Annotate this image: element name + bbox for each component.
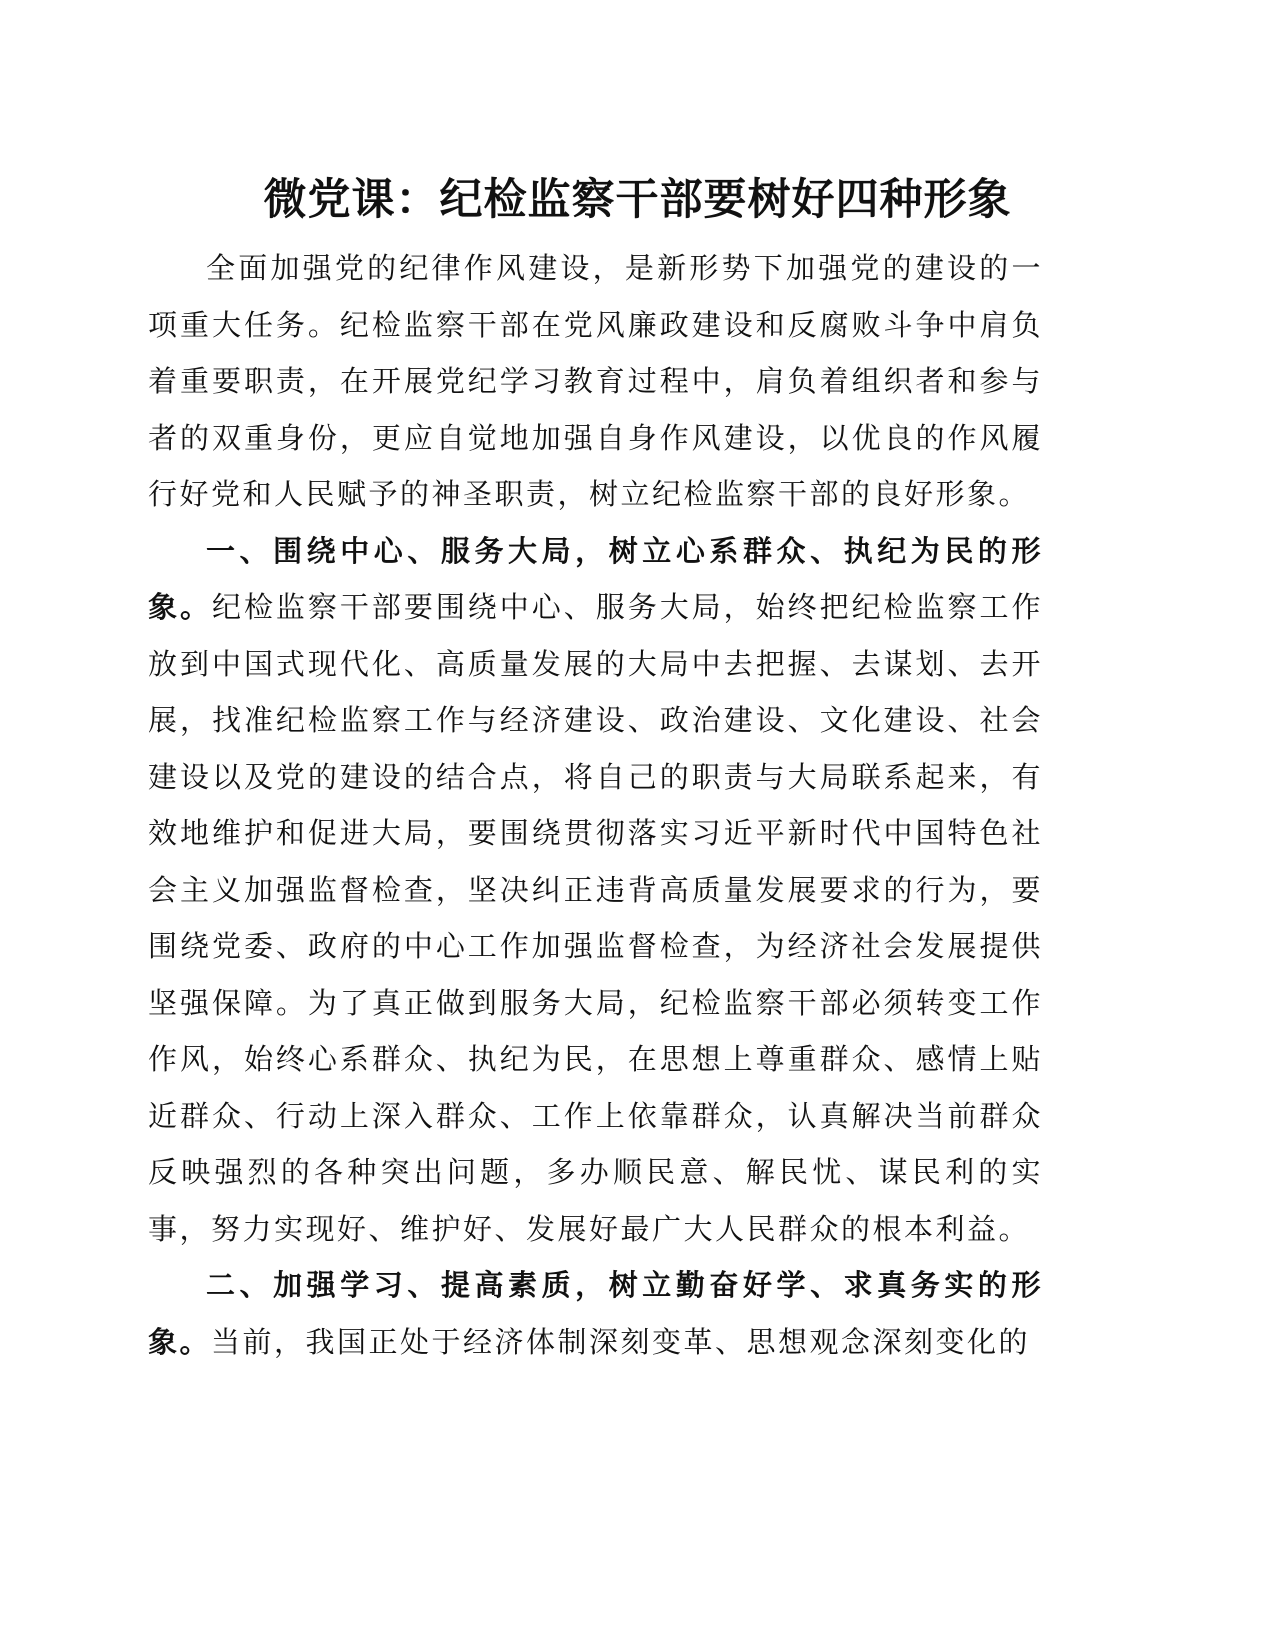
section-2-body: 当前，我国正处于经济体制深刻变革、思想观念深刻变化的 [211,1324,1031,1359]
document-body [148,240,1043,1370]
section-1-heading: 一、围绕中心、服务大局，树立心系群众、执纪为民的形象。 [148,533,1043,624]
section-1-paragraph [148,523,1043,1258]
intro-paragraph: 全面加强党的纪律作风建设，是新形势下加强党的建设的一项重大任务。纪检监察干部在党风廉政建设和反腐败斗争中肩负着重要职责，在开展党纪学习教育过程中，肩负着组织者和参与者的双重身份，更应自觉地加强自身作风建设，以优良的作风履行好党和人民赋予的神圣职责，树立纪检监察干部的良好形象。 [148,251,1043,511]
section-2-paragraph [148,1257,1043,1370]
document-title: 微党课：纪检监察干部要树好四种形象 [263,175,1012,225]
section-2-heading: 二、加强学习、提高素质，树立勤奋好学、求真务实的形象。 [148,1268,1043,1359]
section-1-body: 纪检监察干部要围绕中心、服务大局，始终把纪检监察工作放到中国式现代化、高质量发展的大局中去把握、去谋划、去开展，找准纪检监察工作与经济建设、政治建设、文化建设、社会建设以及党的建设的结合点，将自己的职责与大局联系起来，有效地维护和促进大局，要围绕贯彻落实习近平新时代中国特色社会主义加强监督检查，坚决纠正违背高质量发展要求的行为，要围绕党委、政府的中心工作加强监督检查，为经济社会发展提供坚强保障。为了真正做到服务大局，纪检监察干部必须转变工作作风，始终心系群众、执纪为民，在思想上尊重群众、感情上贴近群众、行动上深入群众、工作上依靠群众，认真解决当前群众反映强烈的各种突出问题，多办顺民意、解民忧、谋民利的实事，努力实现好、维护好、发展好最广大人民群众的根本利益。 [148,590,1043,1246]
